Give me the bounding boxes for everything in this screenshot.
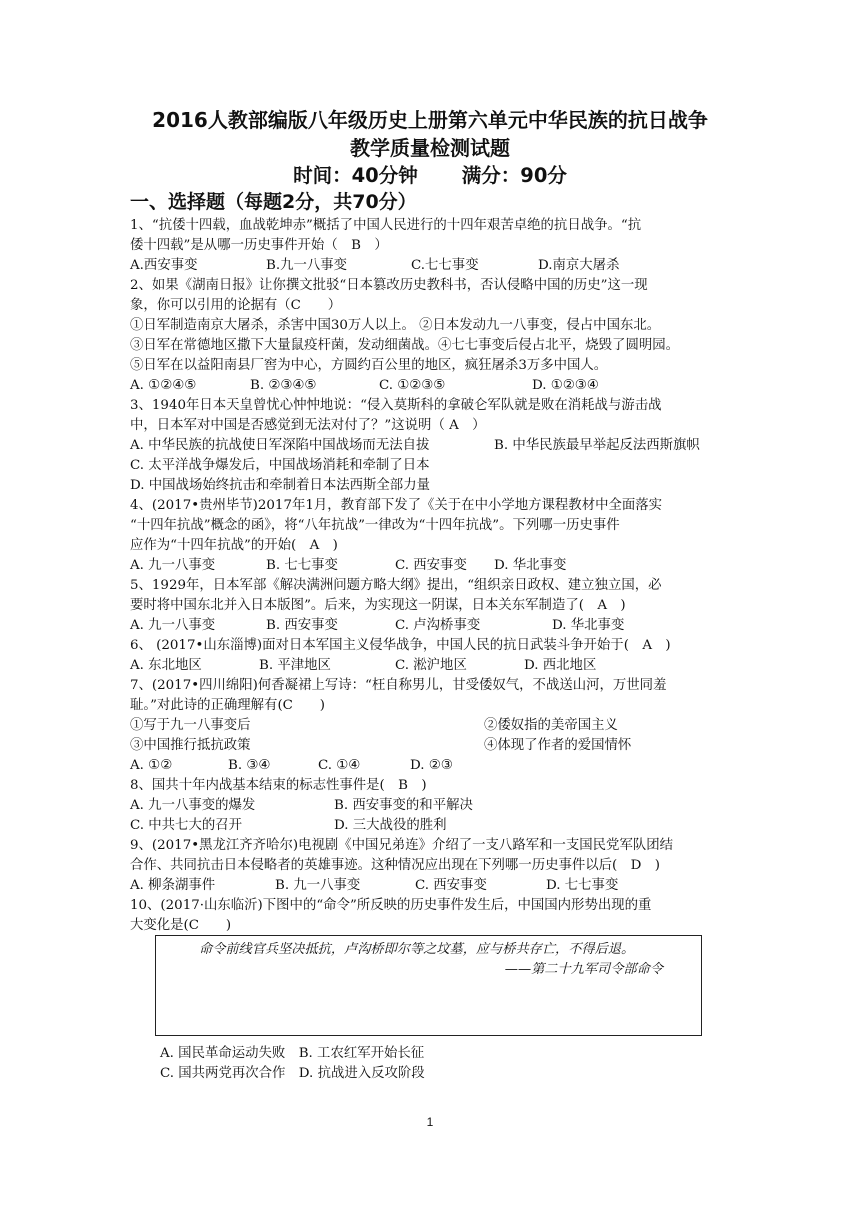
- question-9-stem-cont: 合作、共同抗击日本侵略者的英雄事迹。这种情况应出现在下列哪一历史事件以后( D ): [130, 858, 661, 873]
- question-9-stem: 9、(2017•黑龙江齐齐哈尔)电视剧《中国兄弟连》介绍了一支八路军和一支国民党军队团结: [130, 838, 674, 853]
- question-2-option-c: C. ①②③⑤: [379, 378, 446, 393]
- question-4-option-d: D. 华北事变: [494, 558, 567, 573]
- question-10-stem: 10、(2017·山东临沂)下图中的“命令”所反映的历史事件发生后，中国国内形势出现的重: [130, 898, 652, 913]
- question-10-options-ab: A. 国民革命运动失败 B. 工农红军开始长征: [160, 1046, 425, 1061]
- question-5-stem: 5、1929年，日本军部《解决满洲问题方略大纲》提出，“组织亲日政权、建立独立国，必: [130, 578, 662, 593]
- question-8-option-b: B. 西安事变的和平解决: [334, 798, 473, 813]
- question-8-option-a: A. 九一八事变的爆发: [130, 798, 256, 813]
- question-10-options-cd: C. 国共两党再次合作 D. 抗战进入反攻阶段: [160, 1066, 425, 1081]
- question-4-stem-cont-2: 应作为“十四年抗战”的开始( A ): [130, 538, 338, 553]
- question-4-option-c: C. 西安事变: [395, 558, 467, 573]
- question-7-option-c: C. ①④: [318, 758, 361, 773]
- question-4-option-b: B. 七七事变: [266, 558, 338, 573]
- question-1-option-c: C.七七事变: [411, 258, 479, 273]
- question-9-option-b: B. 九一八事变: [275, 878, 361, 893]
- question-2-option-b: B. ②③④⑤: [250, 378, 317, 393]
- question-4-stem: 4、(2017•贵州毕节)2017年1月，教育部下发了《关于在中小学地方课程教材中全面落实: [130, 498, 663, 513]
- question-7-stem: 7、(2017•四川绵阳)何香凝裙上写诗：“枉自称男儿，甘受倭奴气，不战送山河，万世同羞: [130, 678, 667, 693]
- question-6-option-a: A. 东北地区: [130, 658, 202, 673]
- question-2-statements-3: ⑤日军在以益阳南县厂窖为中心，方圆约百公里的地区，疯狂屠杀3万多中国人。: [130, 358, 608, 373]
- question-7-stem-cont: 耻。”对此诗的正确理解有(C ): [130, 698, 325, 713]
- question-6-option-c: C. 淞沪地区: [395, 658, 467, 673]
- time-label: 时间：40分钟: [293, 164, 418, 187]
- question-6-option-b: B. 平津地区: [259, 658, 331, 673]
- question-2-option-d: D. ①②③④: [532, 378, 599, 393]
- question-1-option-b: B.九一八事变: [266, 258, 348, 273]
- question-7-statement-4: ④体现了作者的爱国情怀: [484, 738, 632, 753]
- command-quote-text: 命令前线官兵坚决抵抗，卢沟桥即尔等之坟墓，应与桥共存亡，不得后退。: [199, 942, 635, 957]
- question-9-option-a: A. 柳条湖事件: [130, 878, 216, 893]
- question-1-option-a: A.西安事变: [130, 258, 198, 273]
- question-2-stem-cont: 象，你可以引用的论据有（C ）: [130, 298, 342, 313]
- question-3-stem-cont: 中，日本军对中国是否感觉到无法对付了？”这说明（ A ）: [130, 418, 486, 433]
- question-7-statement-2: ②倭奴指的美帝国主义: [484, 718, 618, 733]
- question-1-option-d: D.南京大屠杀: [538, 258, 620, 273]
- question-6-stem: 6、 (2017•山东淄博)面对日本军国主义侵华战争，中国人民的抗日武装斗争开始于( A ): [130, 638, 671, 653]
- section-heading: 一、选择题（每题2分，共70分）: [130, 191, 417, 213]
- question-1-stem-cont: 倭十四载”是从哪一历史事件开始（ B ）: [130, 238, 388, 253]
- question-3-option-c: C. 太平洋战争爆发后，中国战场消耗和牵制了日本: [130, 458, 430, 473]
- question-7-statement-1: ①写于九一八事变后: [130, 718, 251, 733]
- question-5-stem-cont: 要时将中国东北并入日本版图”。后来，为实现这一阴谋，日本关东军制造了( A ): [130, 598, 626, 613]
- document-subtitle: 教学质量检测试题: [350, 136, 510, 160]
- command-quote-source: ——第二十九军司令部命令: [504, 962, 663, 977]
- question-2-statements-2: ③日军在常德地区撒下大量鼠疫杆菌，发动细菌战。④七七事变后侵占北平，烧毁了圆明园。: [130, 338, 680, 353]
- question-7-statement-3: ③中国推行抵抗政策: [130, 738, 251, 753]
- question-3-stem: 3、1940年日本天皇曾忧心忡忡地说：“侵入莫斯科的拿破仑军队就是败在消耗战与游击战: [130, 398, 662, 413]
- command-quote-box: [155, 935, 702, 1036]
- question-8-option-c: C. 中共七大的召开: [130, 818, 243, 833]
- page-number: 1: [426, 1115, 434, 1129]
- question-7-option-b: B. ③④: [228, 758, 271, 773]
- exam-info: [0, 163, 860, 189]
- question-3-option-b: B. 中华民族最早举起反法西斯旗帜: [494, 438, 700, 453]
- question-8-stem: 8、国共十年内战基本结束的标志性事件是( B ): [130, 778, 427, 793]
- question-7-option-d: D. ②③: [410, 758, 453, 773]
- question-3-option-d: D. 中国战场始终抗击和牵制着日本法西斯全部力量: [130, 478, 430, 493]
- question-1-stem: 1、“抗倭十四载，血战乾坤赤”概括了中国人民进行的十四年艰苦卓绝的抗日战争。“抗: [130, 218, 642, 233]
- question-9-option-d: D. 七七事变: [546, 878, 619, 893]
- question-4-option-a: A. 九一八事变: [130, 558, 216, 573]
- question-8-option-d: D. 三大战役的胜利: [334, 818, 447, 833]
- question-5-option-c: C. 卢沟桥事变: [395, 618, 481, 633]
- question-4-stem-cont: “十四年抗战”概念的函》，将“八年抗战”一律改为“十四年抗战”。下列哪一历史事件: [130, 518, 620, 533]
- question-2-statements-1: ①日军制造南京大屠杀，杀害中国30万人以上。 ②日本发动九一八事变，侵占中国东北。: [130, 318, 661, 333]
- question-7-option-a: A. ①②: [130, 758, 173, 773]
- question-2-stem: 2、如果《湖南日报》让你撰文批驳“日本篡改历史教科书，否认侵略中国的历史”这一现: [130, 278, 648, 293]
- question-9-option-c: C. 西安事变: [415, 878, 487, 893]
- question-5-option-d: D. 华北事变: [552, 618, 625, 633]
- question-2-option-a: A. ①②④⑤: [130, 378, 197, 393]
- question-5-option-a: A. 九一八事变: [130, 618, 216, 633]
- question-5-option-b: B. 西安事变: [266, 618, 338, 633]
- question-10-stem-cont: 大变化是(C ): [130, 918, 232, 933]
- score-label: 满分：90分: [461, 164, 567, 187]
- question-3-option-a: A. 中华民族的抗战使日军深陷中国战场而无法自拔: [130, 438, 430, 453]
- question-6-option-d: D. 西北地区: [524, 658, 597, 673]
- document-title: 2016人教部编版八年级历史上册第六单元中华民族的抗日战争: [152, 108, 708, 132]
